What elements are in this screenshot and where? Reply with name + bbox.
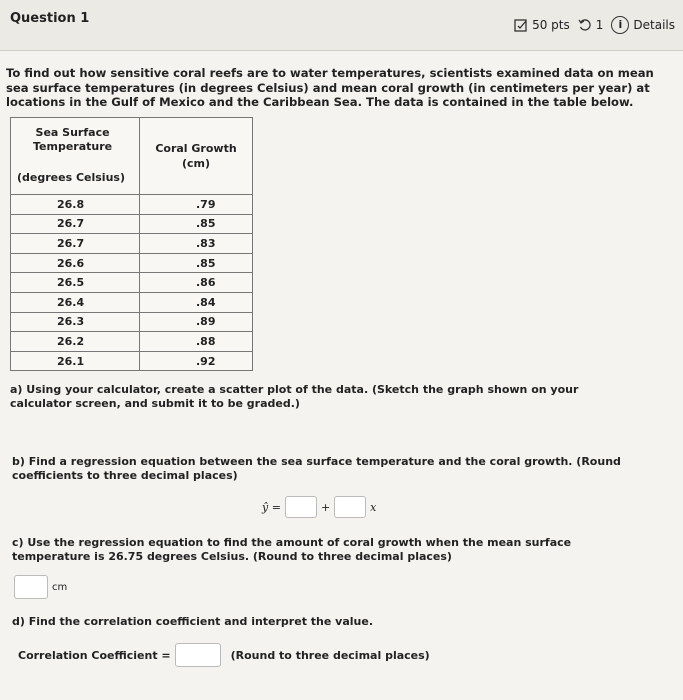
table-row	[11, 273, 253, 293]
cell-growth: .84	[140, 292, 253, 312]
col2-line1: Coral Growth	[155, 142, 237, 155]
table-row	[11, 214, 253, 234]
cell-growth: .83	[140, 234, 253, 254]
coral-growth-input[interactable]	[14, 575, 48, 599]
col2-line2: (cm)	[181, 157, 211, 170]
unit-label: cm	[52, 581, 68, 593]
info-icon[interactable]: i	[611, 16, 629, 34]
question-intro: To find out how sensitive coral reefs are to water temperatures, scientists examined data on mean sea surface temperatures (in degrees Celsius) and mean coral growth (in centimeters per year) at locations in the Gulf of Mexico and the Caribbean Sea. The data is contained in the table below.	[6, 66, 654, 109]
cell-temp: 26.1	[11, 351, 140, 371]
table-row	[11, 253, 253, 273]
cell-temp: 26.8	[11, 195, 140, 215]
question-header	[0, 0, 683, 51]
part-b-text: b) Find a regression equation between the sea surface temperature and the coral growth. (Round coefficients to three decimal places)	[12, 455, 621, 482]
attempts-count: 1	[595, 18, 604, 32]
cell-temp: 26.2	[11, 332, 140, 352]
cell-temp: 26.3	[11, 312, 140, 332]
edit-icon	[514, 18, 528, 32]
question-meta	[514, 16, 675, 34]
part-c-answer	[14, 575, 67, 599]
plus-sign: +	[320, 500, 331, 514]
cell-temp: 26.7	[11, 234, 140, 254]
part-d-text: d) Find the correlation coefficient and interpret the value.	[12, 615, 373, 628]
yhat-label: ŷ =	[262, 500, 281, 514]
cell-growth: .85	[140, 253, 253, 273]
table-row	[11, 234, 253, 254]
col1-line3: (degrees Celsius)	[17, 171, 125, 184]
part-a-text: a) Using your calculator, create a scatter plot of the data. (Sketch the graph shown on your calculator screen, and submit it to be graded.)	[10, 383, 579, 410]
cell-temp: 26.6	[11, 253, 140, 273]
correlation-row	[18, 643, 430, 667]
cell-growth: .86	[140, 273, 253, 293]
col1-line1: Sea Surface	[35, 126, 110, 139]
retry-icon	[578, 18, 592, 32]
regression-equation	[262, 496, 376, 518]
col1-line2: Temperature	[33, 140, 113, 153]
table-row	[11, 195, 253, 215]
cell-growth: .79	[140, 195, 253, 215]
correlation-input[interactable]	[175, 643, 221, 667]
points-label: 50 pts	[532, 18, 570, 32]
question-title: Question 1	[10, 11, 90, 26]
correlation-note: (Round to three decimal places)	[230, 648, 430, 662]
column-header-growth	[140, 118, 253, 195]
slope-input[interactable]	[334, 496, 366, 518]
cell-growth: .92	[140, 351, 253, 371]
cell-temp: 26.5	[11, 273, 140, 293]
cell-temp: 26.7	[11, 214, 140, 234]
table-row	[11, 332, 253, 352]
x-variable: x	[370, 500, 377, 514]
part-c-text: c) Use the regression equation to find the amount of coral growth when the mean surface temperature is 26.75 degrees Celsius. (Round to three decimal places)	[12, 536, 572, 563]
data-table	[10, 117, 253, 371]
intercept-input[interactable]	[285, 496, 317, 518]
cell-growth: .89	[140, 312, 253, 332]
cell-temp: 26.4	[11, 292, 140, 312]
cell-growth: .88	[140, 332, 253, 352]
table-row	[11, 312, 253, 332]
cell-growth: .85	[140, 214, 253, 234]
column-header-temperature	[11, 118, 140, 195]
correlation-label: Correlation Coefficient =	[18, 648, 171, 662]
table-row	[11, 292, 253, 312]
details-link[interactable]: Details	[633, 18, 675, 32]
table-row	[11, 351, 253, 371]
